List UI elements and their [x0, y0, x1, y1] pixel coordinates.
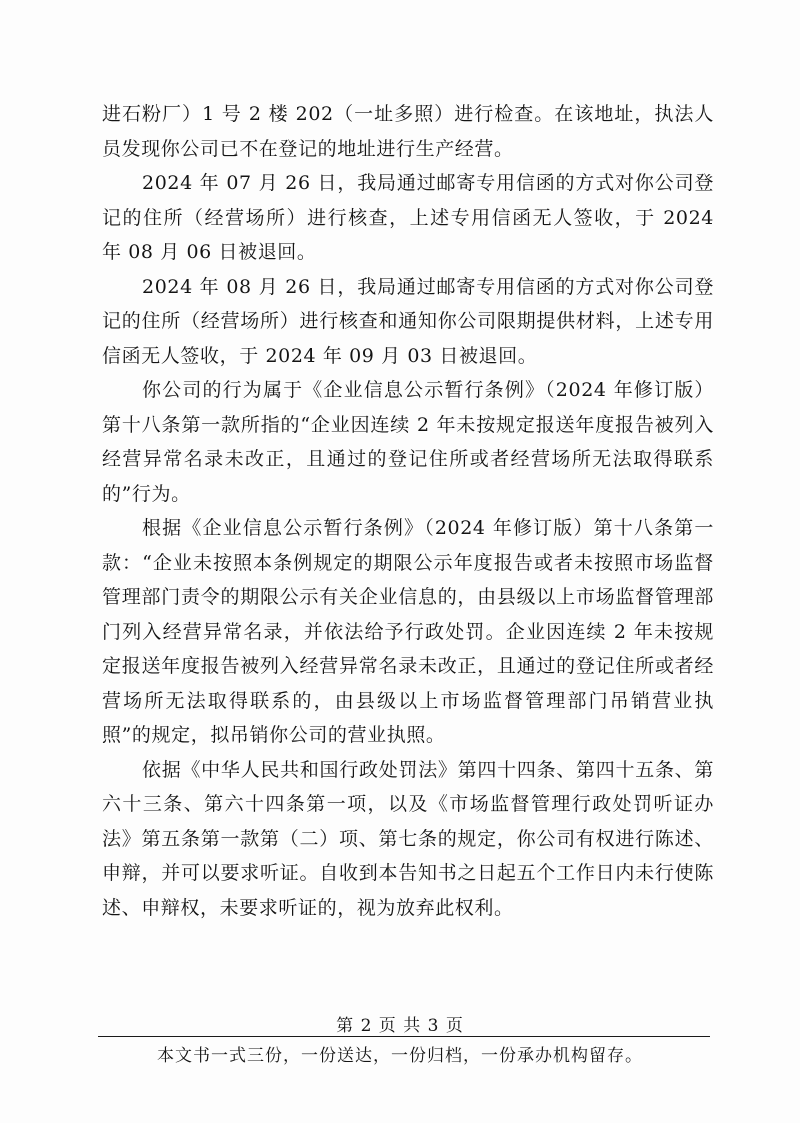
- paragraph-first-letter: 2024 年 07 月 26 日，我局通过邮寄专用信函的方式对你公司登记的住所（经营场所）进行核查，上述专用信函无人签收，于 2024 年 08 月 06 日被退回。: [102, 172, 714, 263]
- page-number: 第 2 页 共 3 页: [336, 1016, 464, 1036]
- paragraph-legal-basis: 根据《企业信息公示暂行条例》（2024 年修订版）第十八条第一款：“企业未按照本条例规定的期限公示年度报告或者未按照市场监督管理部门责令的期限公示有关企业信息的，由县级以上市场监督管理部门列入经营异常名录，并依法给予行政处罚。企业因连续 2 年未按规定报送年度报告被列入经营异常名录未改正，且通过的登记住所或者经营场所无法取得联系的，由县级以上市场监督管理部门吊销营业执照”的规定，拟吊销你公司的营业执照。: [102, 517, 714, 746]
- footer-note: 本文书一式三份，一份送达，一份归档，一份承办机构留存。: [157, 1046, 643, 1066]
- footer-divider: [98, 1036, 710, 1037]
- paragraph-violation: 你公司的行为属于《企业信息公示暂行条例》（2024 年修订版）第十八条第一款所指的“企业因连续 2 年未按规定报送年度报告被列入经营异常名录未改正，且通过的登记住所或者经营场所无法取得联系的”行为。: [102, 379, 714, 505]
- paragraph-rights-notice: 依据《中华人民共和国行政处罚法》第四十四条、第四十五条、第六十三条、第六十四条第一项，以及《市场监督管理行政处罚听证办法》第五条第一款第（二）项、第七条的规定，你公司有权进行陈述、申辩，并可以要求听证。自收到本告知书之日起五个工作日内未行使陈述、申辩权，未要求听证的，视为放弃此权利。: [102, 758, 714, 919]
- paragraph-second-letter: 2024 年 08 月 26 日，我局通过邮寄专用信函的方式对你公司登记的住所（经营场所）进行核查和通知你公司限期提供材料，上述专用信函无人签收，于 2024 年 09 月 03 日被退回。: [102, 275, 714, 367]
- document-body: [102, 97, 714, 925]
- paragraph-inspection-continued: 进石粉厂）1 号 2 楼 202（一址多照）进行检查。在该地址，执法人员发现你公司已不在登记的地址进行生产经营。: [102, 103, 714, 160]
